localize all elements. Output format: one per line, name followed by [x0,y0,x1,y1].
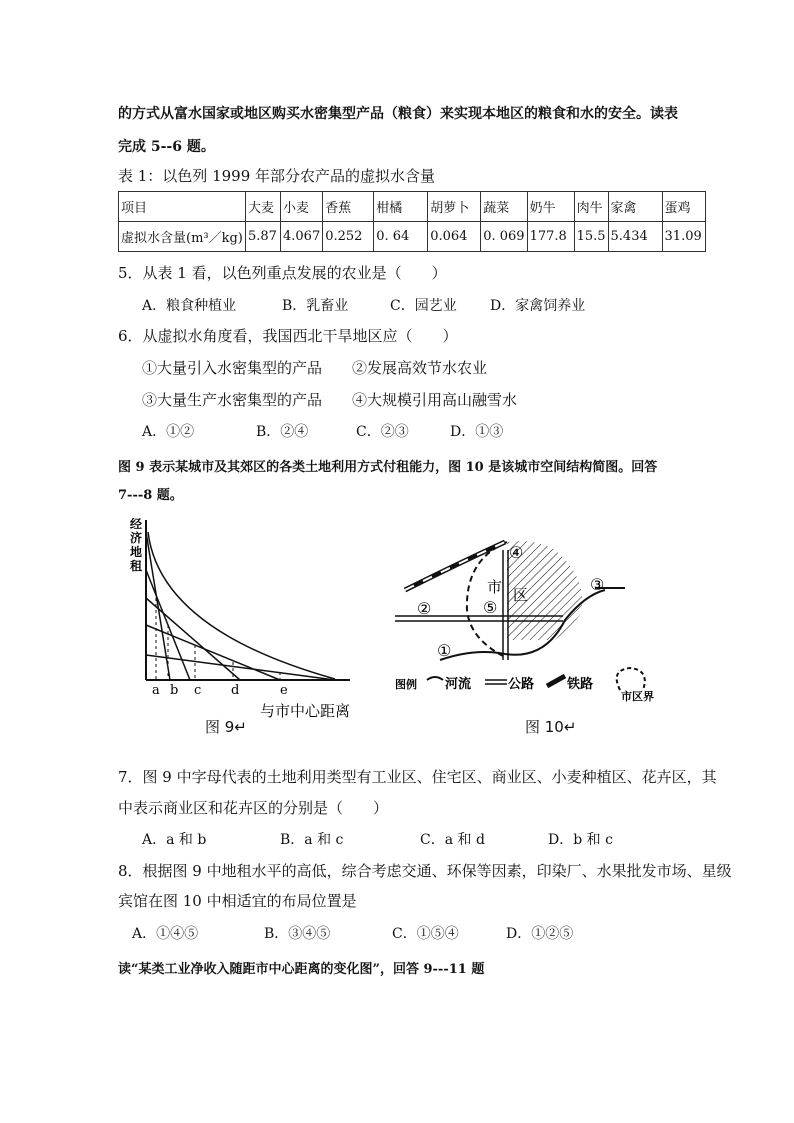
legend-boundary: 市区界 [621,690,654,703]
fig9-ylabel-char-1: 经 [130,517,143,531]
fig9-tick-a: a [152,683,160,698]
table-cell: 4.067 [281,222,323,252]
closing-line: 读“某类工业净收入随距市中心距离的变化图”，回答 9---11 题 [118,962,485,977]
table-header-cell: 奶牛 [527,192,574,222]
q6-item-3: ③大量生产水密集型的产品 [142,391,323,409]
legend-railway-symbol [547,676,565,686]
fig10-legend [395,668,654,703]
q7-option-b: B．a 和 c [280,832,344,848]
q6-item-2: ②发展高效节水农业 [352,359,488,377]
intro-line-1: 的方式从富水国家或地区购买水密集型产品（粮食）来实现本地区的粮食和水的安全。读表 [118,106,678,122]
fig9-ylabel-char-4: 租 [130,559,143,573]
fig9-line-c [146,598,240,680]
q7-option-a: A．a 和 b [142,832,207,848]
table-header-cell: 小麦 [281,192,323,222]
table-cell: 0. 069 [481,222,527,252]
q5-option-d: D．家禽饲养业 [490,298,586,314]
fig9-ylabel [130,516,143,573]
figure-10 [395,520,660,705]
table-header-cell: 胡萝卜 [428,192,481,222]
legend-road: 公路 [508,677,535,692]
legend-title: 图例 [395,678,417,691]
table-cell: 0.252 [323,222,374,252]
fig10-marker-5: ⑤ [483,598,498,617]
q6-item-4: ④大规模引用高山融雪水 [352,391,518,409]
q8-option-d: D．①②⑤ [506,926,574,942]
fig10-marker-3: ③ [590,575,605,594]
fig9-tick-b: b [170,683,179,698]
legend-boundary-symbol [617,668,645,690]
table-header-cell: 蛋鸡 [662,192,705,222]
table-cell: 5.434 [608,222,662,252]
q6-option-a: A．①② [142,424,195,440]
q6-item-1: ①大量引入水密集型的产品 [142,359,323,377]
table-cell: 虚拟水含量(m³／kg) [119,222,246,252]
table-header-cell: 柑橘 [374,192,428,222]
fig9-xlabel: 与市中心距离 [260,702,351,720]
q7-line-2: 中表示商业区和花卉区的分别是（ ） [118,799,389,817]
table-cell: 15.5 [574,222,608,252]
q7-line-1: 7．图 9 中字母代表的土地利用类型有工业区、住宅区、商业区、小麦种植区、花卉区，其 [118,768,717,786]
table-cell: 0. 64 [374,222,428,252]
legend-river: 河流 [445,677,472,692]
q6-option-c: C．②③ [356,424,409,440]
fig9-ylabel-char-3: 地 [130,545,143,559]
q5-option-b: B．乳畜业 [282,298,349,314]
table-cell: 5.87 [246,222,281,252]
q7-option-d: D．b 和 c [548,832,613,848]
fig9-envelope-curve [148,532,335,679]
q5-option-a: A．粮食种植业 [142,298,237,314]
q8-option-a: A．①④⑤ [132,926,199,942]
table-cell: 0.064 [428,222,481,252]
intro-line-2: 完成 5--6 题。 [118,139,215,155]
table-cell: 177.8 [527,222,574,252]
table-header-cell: 蔬菜 [481,192,527,222]
virtual-water-table [118,191,706,252]
table-header-cell: 香蕉 [323,192,374,222]
legend-railway: 铁路 [567,677,594,692]
fig-intro-line-1: 图 9 表示某城市及其郊区的各类土地利用方式付租能力，图 10 是该城市空间结构简图。回答 [118,460,658,475]
table-header-cell: 项目 [119,192,246,222]
table-cell: 31.09 [662,222,705,252]
q8-option-c: C．①⑤④ [392,926,459,942]
figure-9 [120,510,370,740]
fig10-city-label: 市 [487,578,503,596]
table-header-cell: 大麦 [246,192,281,222]
fig10-marker-4: ④ [509,543,524,562]
fig10-district-label: 区 [513,586,529,604]
fig9-tick-d: d [231,683,240,698]
q6-option-b: B．②④ [256,424,309,440]
q5-stem: 5．从表 1 看，以色列重点发展的农业是（ ） [118,264,447,282]
q6-stem: 6．从虚拟水角度看，我国西北干旱地区应（ ） [118,327,458,345]
fig9-tick-c: c [194,683,202,698]
fig9-ylabel-char-2: 济 [130,531,143,545]
table-header-cell: 家禽 [608,192,662,222]
q6-option-d: D．①③ [450,424,504,440]
q8-line-2: 宾馆在图 10 中相适宜的布局位置是 [118,892,357,910]
table-caption: 表 1：以色列 1999 年部分农产品的虚拟水含量 [118,167,436,185]
table-header-cell: 肉牛 [574,192,608,222]
fig10-marker-1: ① [437,641,452,660]
table-row [119,222,706,252]
fig9-tick-e: e [280,683,288,698]
fig10-marker-2: ② [417,599,432,618]
fig9-caption: 图 9↵ [205,718,247,736]
fig9-line-e [146,655,335,680]
fig-intro-line-2: 7---8 题。 [118,488,183,503]
table-header-row [119,192,706,222]
q8-line-1: 8．根据图 9 中地租水平的高低，综合考虑交通、环保等因素，印染厂、水果批发市场、星级 [118,862,732,880]
q7-option-c: C．a 和 d [420,832,485,848]
fig10-caption: 图 10↵ [525,718,577,736]
q5-option-c: C．园艺业 [390,298,457,314]
q8-option-b: B．③④⑤ [264,926,331,942]
legend-river-symbol [427,677,443,680]
